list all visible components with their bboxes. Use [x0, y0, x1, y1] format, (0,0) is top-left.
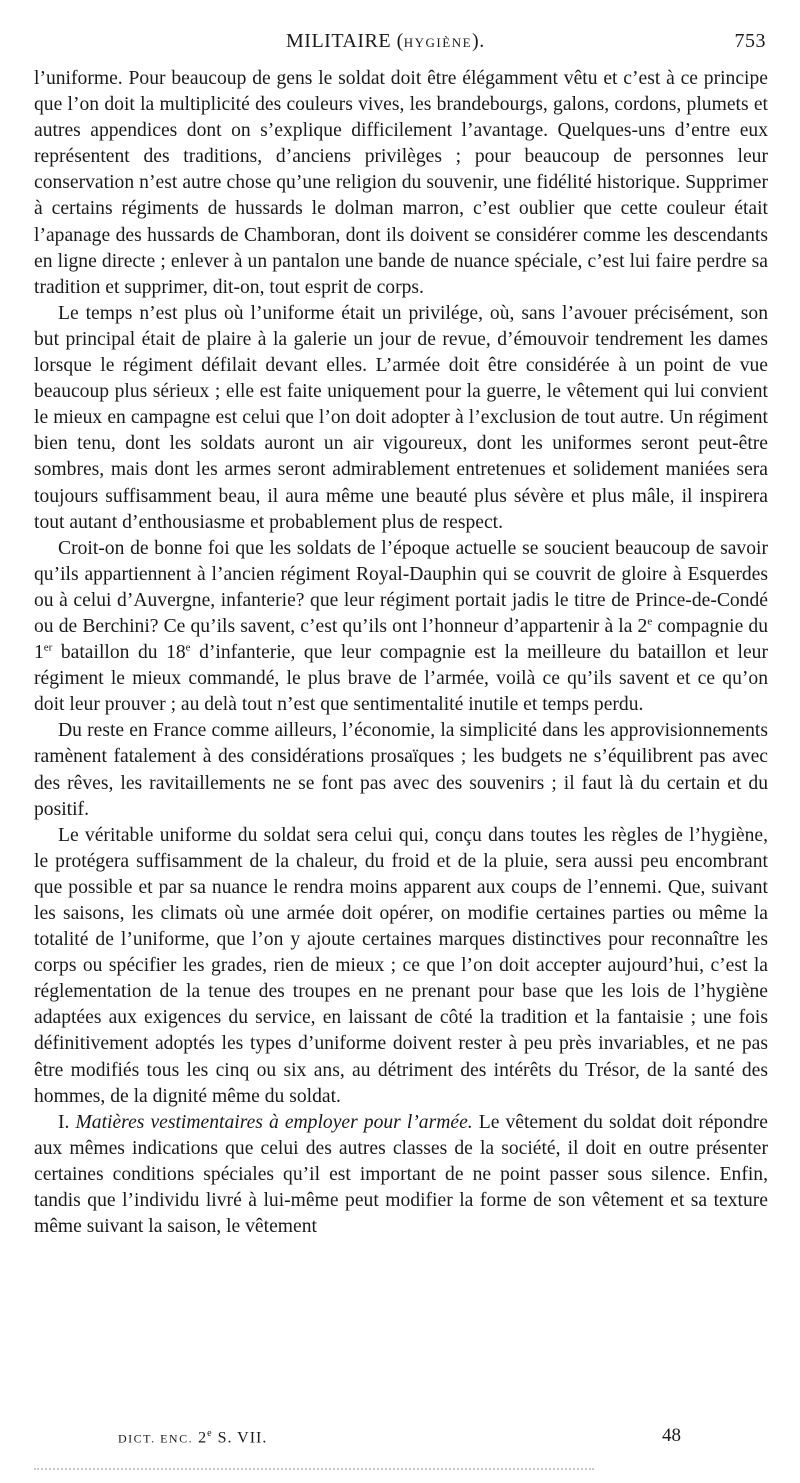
faint-bleedthrough-line — [34, 1468, 594, 1470]
running-title: MILITAIRE (HYGIÈNE). — [286, 30, 485, 52]
running-title-subject: HYGIÈNE — [403, 35, 473, 50]
paragraph: Le véritable uniforme du soldat sera celui qui, conçu dans toutes les règles de l’hygiène, le protégera suffisamment de la chaleur, du froid et de la pluie, sera aussi peu encombrant que possible et par sa nuance le rendra moins apparent aux coups de l’ennemi. Que, suivant les saisons, les climats où une armée doit opérer, on modifie certaines parties ou même la totalité de l’uniforme, que l’on y ajoute certaines marques distinctives pour reconnaître les corps ou spécifier les grades, rien de mieux ; ce que l’on doit accepter aujourd’hui, c’est la réglementation de la tenue des troupes en ne prenant pour base que les lois de l’hygiène adaptées aux exigences du service, en laissant de côté la tradition et la fantaisie ; une fois définitivement adoptés les types d’uniforme doivent rester à peu près invariables, et ne pas être modifiés tous les cinq ou six ans, au détriment des intérêts du Trésor, de la santé des hommes, de la dignité même du soldat. — [34, 824, 768, 1107]
running-header — [34, 30, 768, 58]
sheet-number: 48 — [662, 1425, 681, 1446]
printer-signature: DICT. ENC. 2e S. VII. — [118, 1428, 268, 1447]
paragraph: Croit-on de bonne foi que les soldats de l’époque actuelle se soucient beaucoup de savoir qu’ils appartiennent à l’ancien régiment Royal-Dauphin qui se couvrit de gloire à Esquerdes ou à celui d’Auvergne, infanterie? que leur régiment portait jadis le titre de Prince-de-Condé ou de Berchini? Ce qu’ils savent, c’est qu’ils ont l’honneur d’appartenir à la 2e compagnie du 1er bataillon du 18e d’infanterie, que leur compagnie est la meilleure du bataillon et leur régiment le mieux commandé, le plus brave de l’armée, voilà ce qu’ils savent et ce qu’on doit leur prouver ; au delà tout n’est que sentimentalité inutile et temps perdu. — [34, 537, 768, 716]
page-footer — [34, 1425, 768, 1451]
section-paragraph: I. Matières vestimentaires à employer pour l’armée. Le vêtement du soldat doit répondre aux mêmes indications que celui des autres classes de la société, il doit en outre présenter certaines conditions spéciales qu’il est important de ne point passer sous silence. Enfin, tandis que l’individu livré à lui-même peut modifier la forme de son vêtement et sa texture même suivant la saison, le vêtement — [34, 1111, 768, 1238]
paragraph: Du reste en France comme ailleurs, l’économie, la simplicité dans les approvisionnements ramènent fatalement à des considérations prosaïques ; les budgets ne s’équilibrent pas avec des rêves, les ravitaillements ne se font pas avec des souvenirs ; il faut là du certain et du positif. — [34, 720, 768, 820]
page-number: 753 — [734, 30, 766, 52]
paragraph: Le temps n’est plus où l’uniforme était un privilége, où, sans l’avouer précisément, son but principal était de plaire à la galerie un jour de revue, d’émouvoir tendrement les dames lorsque le régiment défilait devant elles. L’armée doit être considérée à un point de vue beaucoup plus sérieux ; elle est faite uniquement pour la guerre, le vêtement qui lui convient le mieux en campagne est celui que l’on doit adopter à l’exclusion de tout autre. Un régiment bien tenu, dont les soldats auront un air vigoureux, dont les uniformes seront peut-être sombres, mais dont les armes seront admirablement entretenues et solidement maniées sera toujours suffisamment beau, il aura même une beauté plus sévère et plus mâle, il inspirera tout autant d’enthousiasme et probablement plus de respect. — [34, 302, 768, 533]
section-heading: Matières vestimentaires à employer pour l’armée. — [75, 1111, 473, 1133]
section-number: I. — [58, 1111, 76, 1133]
paragraph-continued: l’uniforme. Pour beaucoup de gens le soldat doit être élégamment vêtu et c’est à ce principe que l’on doit la multiplicité des couleurs vives, les brandebourgs, galons, cordons, plumets et autres appendices dont on s’explique difficilement l’avantage. Quelques-uns d’entre eux représentent des traditions, d’anciens privilèges ; pour beaucoup de personnes leur conservation n’est autre chose qu’une religion du souvenir, une fidélité historique. Supprimer à certains régiments de hussards le dolman marron, c’est oublier que cette couleur était l’apanage des hussards de Chamboran, dont ils doivent se considérer comme les descendants en ligne directe ; enlever à un pantalon une bande de nuance spéciale, c’est lui faire perdre sa tradition et supprimer, dit-on, tout esprit de corps. — [34, 68, 768, 298]
body-text — [34, 66, 768, 1240]
